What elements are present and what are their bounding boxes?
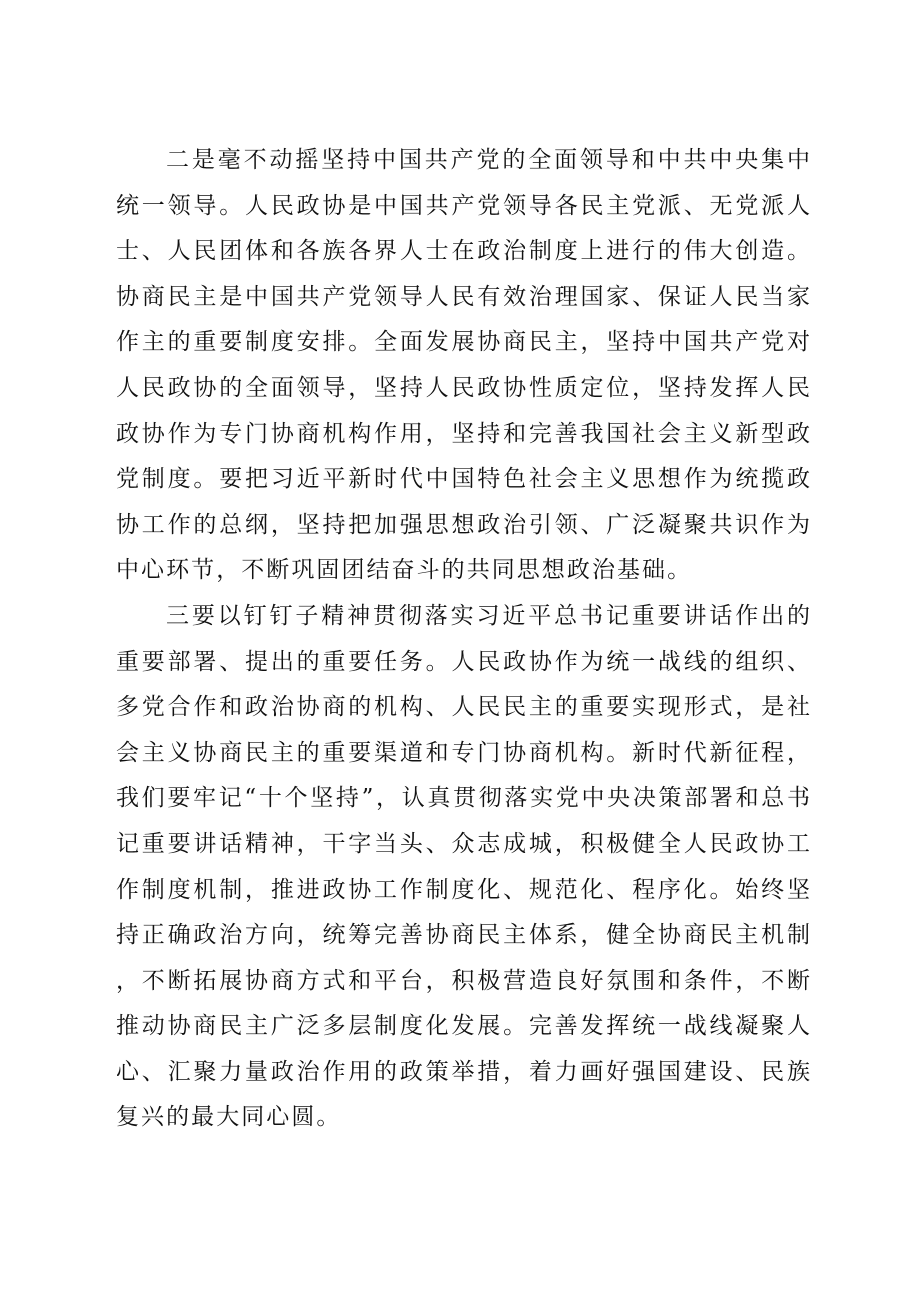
paragraph-implementation: 三要以钉钉子精神贯彻落实习近平总书记重要讲话作出的重要部署、提出的重要任务。人民政协作为统一战线的组织、多党合作和政治协商的机构、人民民主的重要实现形式，是社会主义协商民主的重要渠道和专门协商机构。新时代新征程，我们要牢记“十个坚持”，认真贯彻落实党中央决策部署和总书记重要讲话精神，干字当头、众志成城，积极健全人民政协工作制度机制，推进政协工作制度化、规范化、程序化。始终坚持正确政治方向，统筹完善协商民主体系，健全协商民主机制，不断拓展协商方式和平台，积极营造良好氛围和条件，不断推动协商民主广泛多层制度化发展。完善发挥统一战线凝聚人心、汇聚力量政治作用的政策举措，着力画好强国建设、民族复兴的最大同心圆。 — [116, 602, 812, 1131]
paragraph-leadership: 二是毫不动摇坚持中国共产党的全面领导和中共中央集中统一领导。人民政协是中国共产党领导各民主党派、无党派人士、人民团体和各族各界人士在政治制度上进行的伟大创造。协商民主是中国共产党领导人民有效治理国家、保证人民当家作主的重要制度安排。全面发展协商民主，坚持中国共产党对人民政协的全面领导，坚持人民政协性质定位，坚持发挥人民政协作为专门协商机构作用，坚持和完善我国社会主义新型政党制度。要把习近平新时代中国特色社会主义思想作为统揽政协工作的总纲，坚持把加强思想政治引领、广泛凝聚共识作为中心环节，不断巩固团结奋斗的共同思想政治基础。 — [116, 147, 812, 584]
document-body — [116, 138, 812, 1141]
